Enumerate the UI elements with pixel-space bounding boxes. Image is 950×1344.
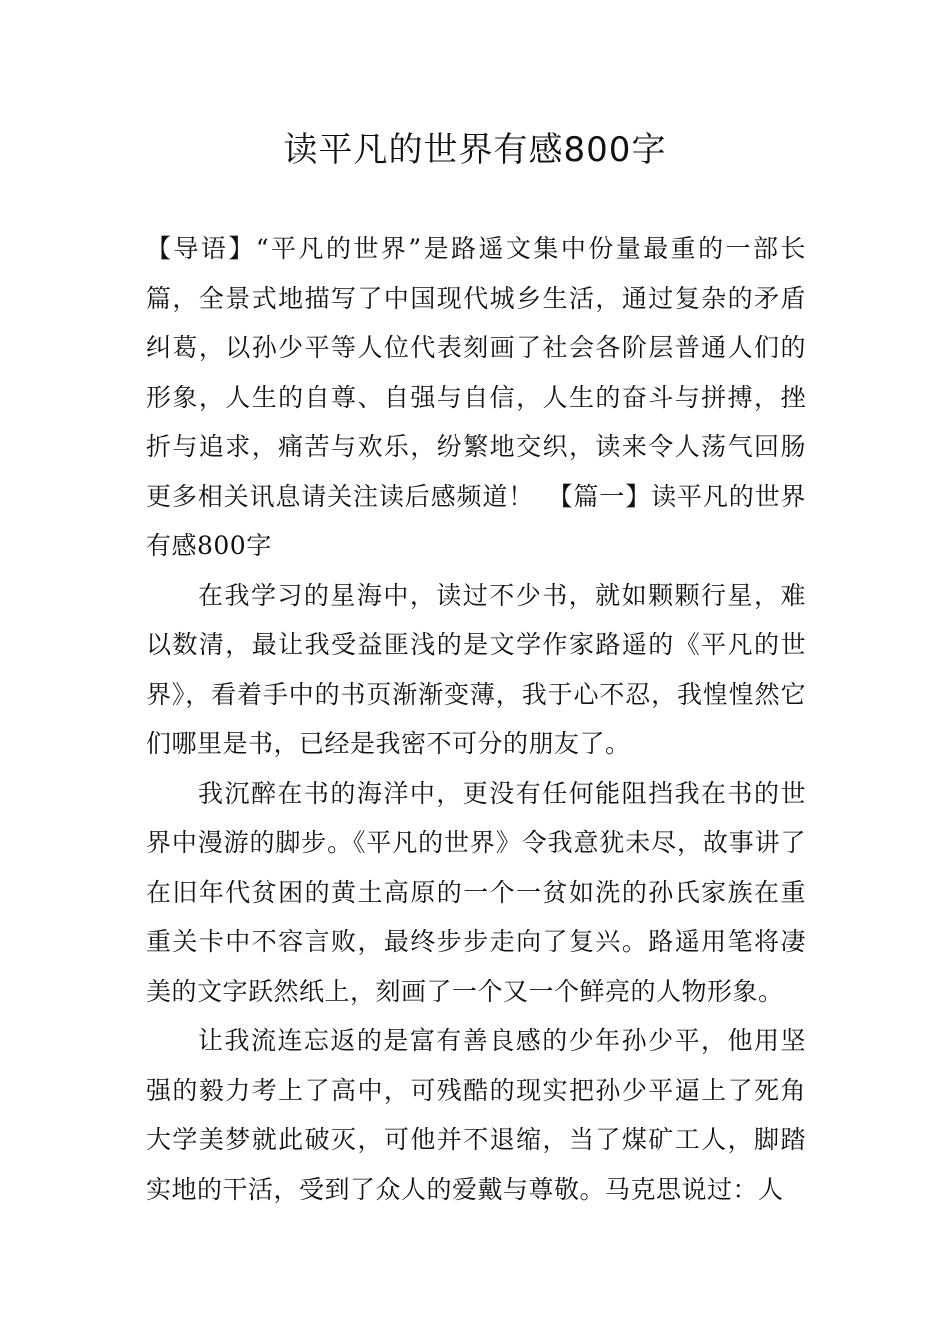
paragraph-2: 我沉醉在书的海洋中，更没有任何能阻挡我在书的世界中漫游的脚步。《平凡的世界》令我意犹未尽，故事讲了在旧年代贫困的黄土高原的一个一贫如洗的孙氏家族在重重关卡中不容言败，最终步步走向了复兴。路遥用笔将凄美的文字跃然纸上，刻画了一个又一个鲜亮的人物形象。	[146, 778, 806, 1006]
paragraph-3: 让我流连忘返的是富有善良感的少年孙少平，他用坚强的毅力考上了高中，可残酷的现实把孙少平逼上了死角大学美梦就此破灭，可他并不退缩，当了煤矿工人，脚踏实地的干活，受到了众人的爱戴与尊敬。马克思说过：人	[146, 1026, 806, 1204]
article-body	[146, 224, 806, 1214]
page-title: 读平凡的世界有感800字	[283, 130, 667, 170]
paragraph-intro: 【导语】“平凡的世界”是路遥文集中份量最重的一部长篇，全景式地描写了中国现代城乡生活，通过复杂的矛盾纠葛，以孙少平等人位代表刻画了社会各阶层普通人们的形象，人生的自尊、自强与自信，人生的奋斗与拼搏，挫折与追求，痛苦与欢乐，纷繁地交织，读来令人荡气回肠更多相关讯息请关注读后感频道！ 【篇一】读平凡的世界有感800字	[146, 234, 806, 560]
paragraph-1: 在我学习的星海中，读过不少书，就如颗颗行星，难以数清，最让我受益匪浅的是文学作家路遥的《平凡的世界》，看着手中的书页渐渐变薄，我于心不忍，我惶惶然它们哪里是书，已经是我密不可分的朋友了。	[146, 580, 806, 758]
